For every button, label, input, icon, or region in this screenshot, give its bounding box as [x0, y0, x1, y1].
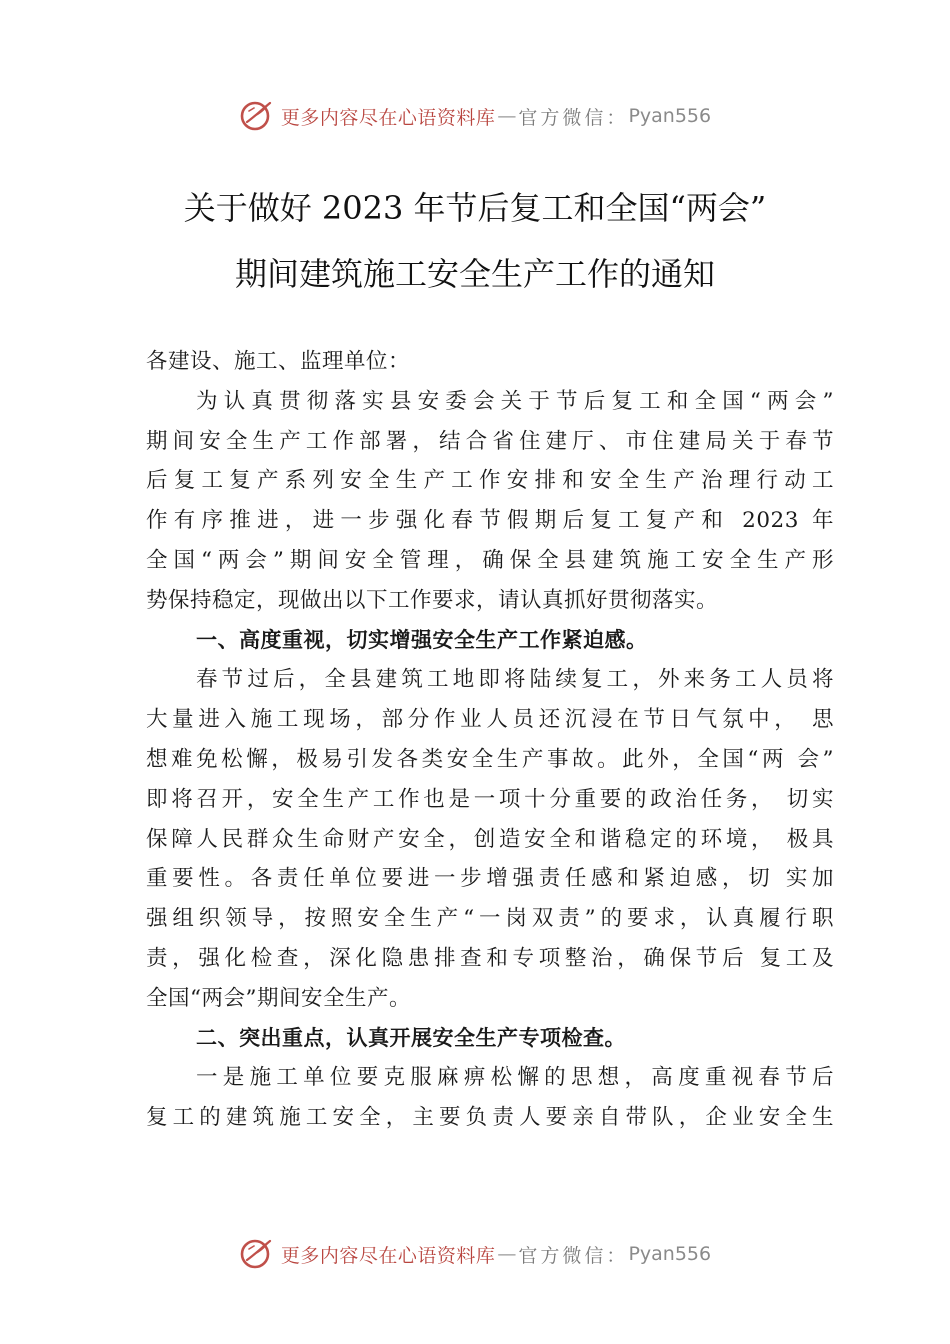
section-heading: 二、突出重点，认真开展安全生产专项检查。 — [196, 1025, 626, 1050]
document-title-line-1: 关于做好 2023 年节后复工和全国“两会” — [183, 189, 767, 227]
paragraph-line: 重要性。各责任单位要进一步增强责任感和紧迫感，切 实加 — [146, 866, 834, 892]
watermark-separator: — — [497, 105, 517, 127]
watermark-wechat-label: 官方微信： — [518, 1244, 629, 1267]
paragraph-line: 期间安全生产工作部署，结合省住建厅、市住建局关于春节 — [146, 428, 834, 454]
document-body — [146, 342, 834, 1138]
paragraph-line: 保障人民群众生命财产安全，创造安全和谐稳定的环境， 极具 — [146, 826, 834, 852]
paragraph-line: 全国“两会”期间安全生产。 — [146, 985, 411, 1011]
paragraph-line: 一是施工单位要克服麻痹松懈的思想，高度重视春节后 — [196, 1065, 834, 1091]
paragraph-line: 各建设、施工、监理单位： — [146, 349, 411, 374]
paragraph-line: 为认真贯彻落实县安委会关于节后复工和全国“两会” — [196, 388, 834, 414]
paragraph-line: 春节过后，全县建筑工地即将陆续复工，外来务工人员将 — [196, 667, 834, 693]
paragraph-line: 后复工复产系列安全生产工作安排和安全生产治理行动工 — [146, 468, 834, 494]
paragraph-line: 即将召开，安全生产工作也是一项十分重要的政治任务， 切实 — [146, 786, 834, 812]
quill-logo-icon — [239, 1236, 275, 1272]
paragraph-line: 势保持稳定，现做出以下工作要求，请认真抓好贯彻落实。 — [146, 587, 719, 613]
paragraph-line: 大量进入施工现场，部分作业人员还沉浸在节日气氛中， 思 — [146, 707, 834, 733]
paragraph-line: 全国“两会”期间安全管理，确保全县建筑施工安全生产形 — [146, 547, 834, 573]
watermark-header — [0, 96, 950, 136]
watermark-wechat-label: 官方微信： — [518, 106, 629, 129]
paragraph-line: 复工的建筑施工安全，主要负责人要亲自带队，企业安全生 — [146, 1105, 834, 1131]
paragraph-line: 作有序推进，进一步强化春节假期后复工复产和 2023 年 — [146, 508, 834, 534]
document-title-line-2: 期间建筑施工安全生产工作的通知 — [234, 255, 715, 293]
watermark-footer — [0, 1234, 950, 1274]
watermark-wechat-id: Pyan556 — [628, 1243, 712, 1265]
watermark-separator: — — [497, 1243, 517, 1265]
watermark-brand: 更多内容尽在心语资料库 — [280, 1244, 496, 1267]
watermark-wechat-id: Pyan556 — [628, 105, 712, 127]
watermark-brand: 更多内容尽在心语资料库 — [280, 106, 496, 129]
paragraph-line: 强组织领导，按照安全生产“一岗双责”的要求，认真履行职 — [146, 906, 834, 932]
section-heading: 一、高度重视，切实增强安全生产工作紧迫感。 — [196, 627, 648, 652]
quill-logo-icon — [239, 98, 275, 134]
paragraph-line: 想难免松懈，极易引发各类安全生产事故。此外，全国“两 会” — [146, 746, 834, 772]
paragraph-line: 责，强化检查，深化隐患排查和专项整治，确保节后 复工及 — [146, 945, 834, 971]
